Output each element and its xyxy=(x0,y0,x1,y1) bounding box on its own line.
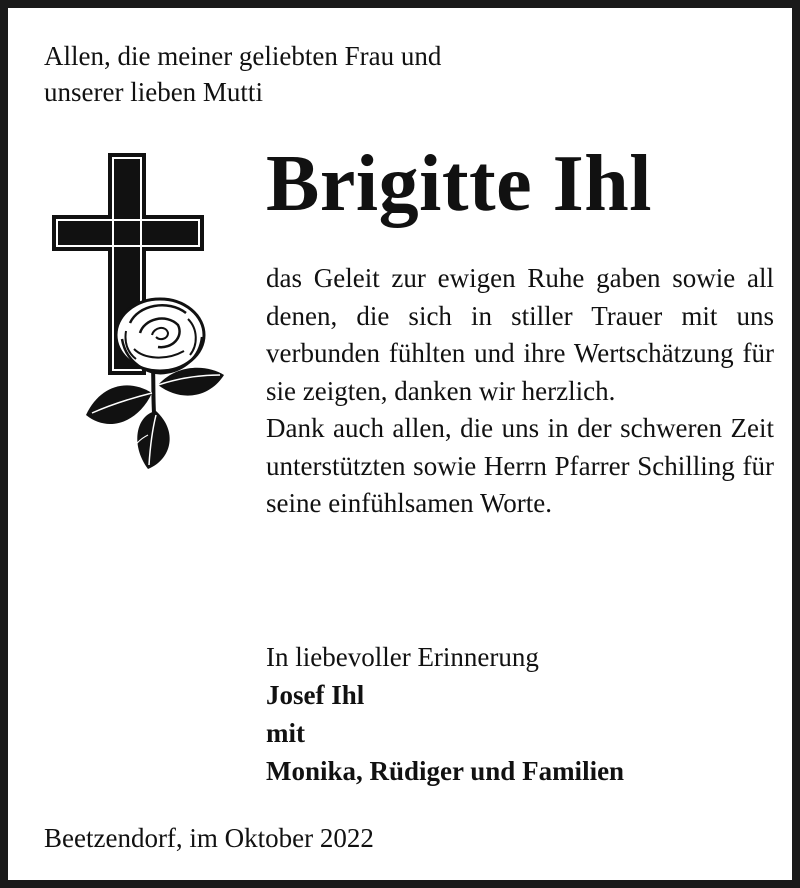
deceased-name: Brigitte Ihl xyxy=(266,140,652,228)
signoff-intro: In liebevoller Erinnerung xyxy=(266,642,539,672)
rose-icon xyxy=(116,299,204,373)
thank-you-paragraph-1: das Geleit zur ewigen Ruhe gaben sowie all denen, die sich in stiller Trauer mit uns verbunden fühlten und ihre Wertschätzung für sie zeigten, danken wir herzlich. xyxy=(266,263,774,406)
signoff-family: Monika, Rüdiger und Familien xyxy=(266,756,625,786)
intro-line-2: unserer lieben Mutti xyxy=(44,77,263,107)
signoff-name: Josef Ihl xyxy=(266,680,365,710)
signoff-with: mit xyxy=(266,718,305,748)
intro-line-1: Allen, die meiner geliebten Frau und xyxy=(44,41,442,71)
thank-you-text xyxy=(266,260,774,523)
cross-with-rose-icon xyxy=(48,153,228,473)
intro-text xyxy=(44,38,441,110)
signoff xyxy=(266,638,774,790)
thank-you-paragraph-2: Dank auch allen, die uns in der schweren Zeit unterstützten sowie Herrn Pfarrer Schilling für seine einfühlsamen Worte. xyxy=(266,413,774,518)
place-date: Beetzendorf, im Oktober 2022 xyxy=(44,823,374,853)
